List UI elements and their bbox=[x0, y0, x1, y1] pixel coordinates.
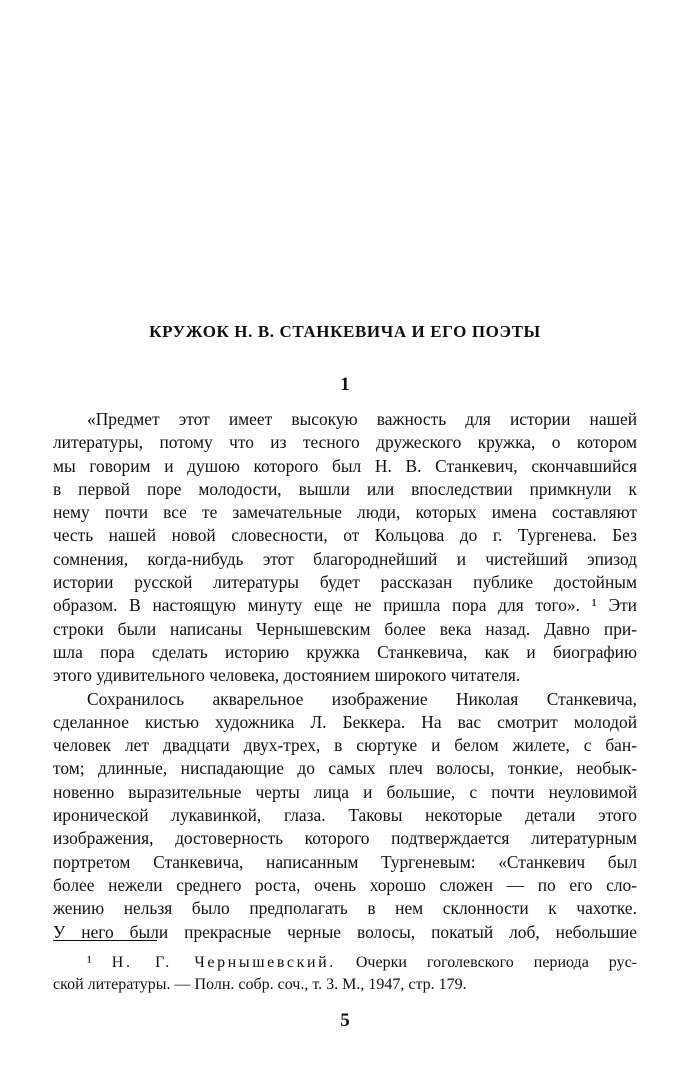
text-line: «Предмет этот имеет высокую важность для истории нашей bbox=[87, 409, 637, 429]
footnote-line bbox=[53, 952, 637, 974]
text-line: Сохранилось акварельное изображение Николая Станкевича, bbox=[87, 688, 637, 709]
text-line: этого удивительного человека, достоянием широкого читателя. bbox=[53, 665, 521, 686]
text-line: шла пора сделать историю кружка Станкевича, как и биографию bbox=[53, 641, 637, 662]
text-line: иронической лукавинкой, глаза. Таковы некоторые детали этого bbox=[53, 805, 637, 826]
text-line: мы говорим и душою которого был Н. В. Станкевич, скончавшийся bbox=[53, 455, 637, 476]
section-number: 1 bbox=[340, 374, 350, 395]
text-line: жению нельзя было предполагать в нем склонности к чахотке. bbox=[53, 898, 637, 919]
text-line: новенно выразительные черты лица и большие, с почти неуловимой bbox=[53, 781, 637, 802]
body-text bbox=[53, 408, 637, 944]
text-line: У него были прекрасные черные волосы, покатый лоб, небольшие bbox=[53, 921, 637, 942]
text-line: человек лет двадцати двух-трех, в сюртуке и белом жилете, с бан- bbox=[53, 735, 637, 756]
footnote bbox=[53, 952, 637, 995]
text-line: более нежели среднего роста, очень хорошо сложен — по его сло- bbox=[53, 874, 637, 895]
text-line: строки были написаны Чернышевским более века назад. Давно при- bbox=[53, 618, 637, 639]
footnote-text: Очерки гоголевского периода рус- bbox=[355, 954, 638, 971]
footnote-marker: ¹ bbox=[87, 954, 92, 971]
footnote-divider bbox=[53, 940, 157, 941]
footnote-author: Н. Г. Чернышевский. bbox=[111, 954, 336, 971]
text-line: том; длинные, ниспадающие до самых плеч волосы, тонкие, необык- bbox=[53, 758, 637, 779]
page-number: 5 bbox=[340, 1010, 350, 1031]
text-line: сделанное кистью художника Л. Беккера. На вас смотрит молодой bbox=[53, 711, 637, 732]
text-line: истории русской литературы будет рассказан публике достойным bbox=[53, 572, 637, 593]
text-line: нему почти все те замечательные люди, которых имена составляют bbox=[53, 502, 637, 523]
text-line: образом. В настоящую минуту еще не пришла пора для того». ¹ Эти bbox=[53, 595, 637, 616]
text-line: портретом Станкевича, написанным Тургеневым: «Станкевич был bbox=[53, 851, 637, 872]
text-line: сомнения, когда-нибудь этот благороднейший и чистейший эпизод bbox=[53, 548, 637, 569]
text-line: честь нашей новой словесности, от Кольцова до г. Тургенева. Без bbox=[53, 525, 637, 546]
text-line: литературы, потому что из тесного дружеского кружка, о котором bbox=[53, 432, 637, 453]
text-line: изображения, достоверность которого подтверждается литературным bbox=[53, 828, 637, 849]
chapter-title: КРУЖОК Н. В. СТАНКЕВИЧА И ЕГО ПОЭТЫ bbox=[149, 322, 541, 341]
text-line: в первой поре молодости, вышли или впоследствии примкнули к bbox=[53, 478, 637, 499]
footnote-line: ской литературы. — Полн. собр. соч., т. 3. М., 1947, стр. 179. bbox=[53, 975, 467, 993]
